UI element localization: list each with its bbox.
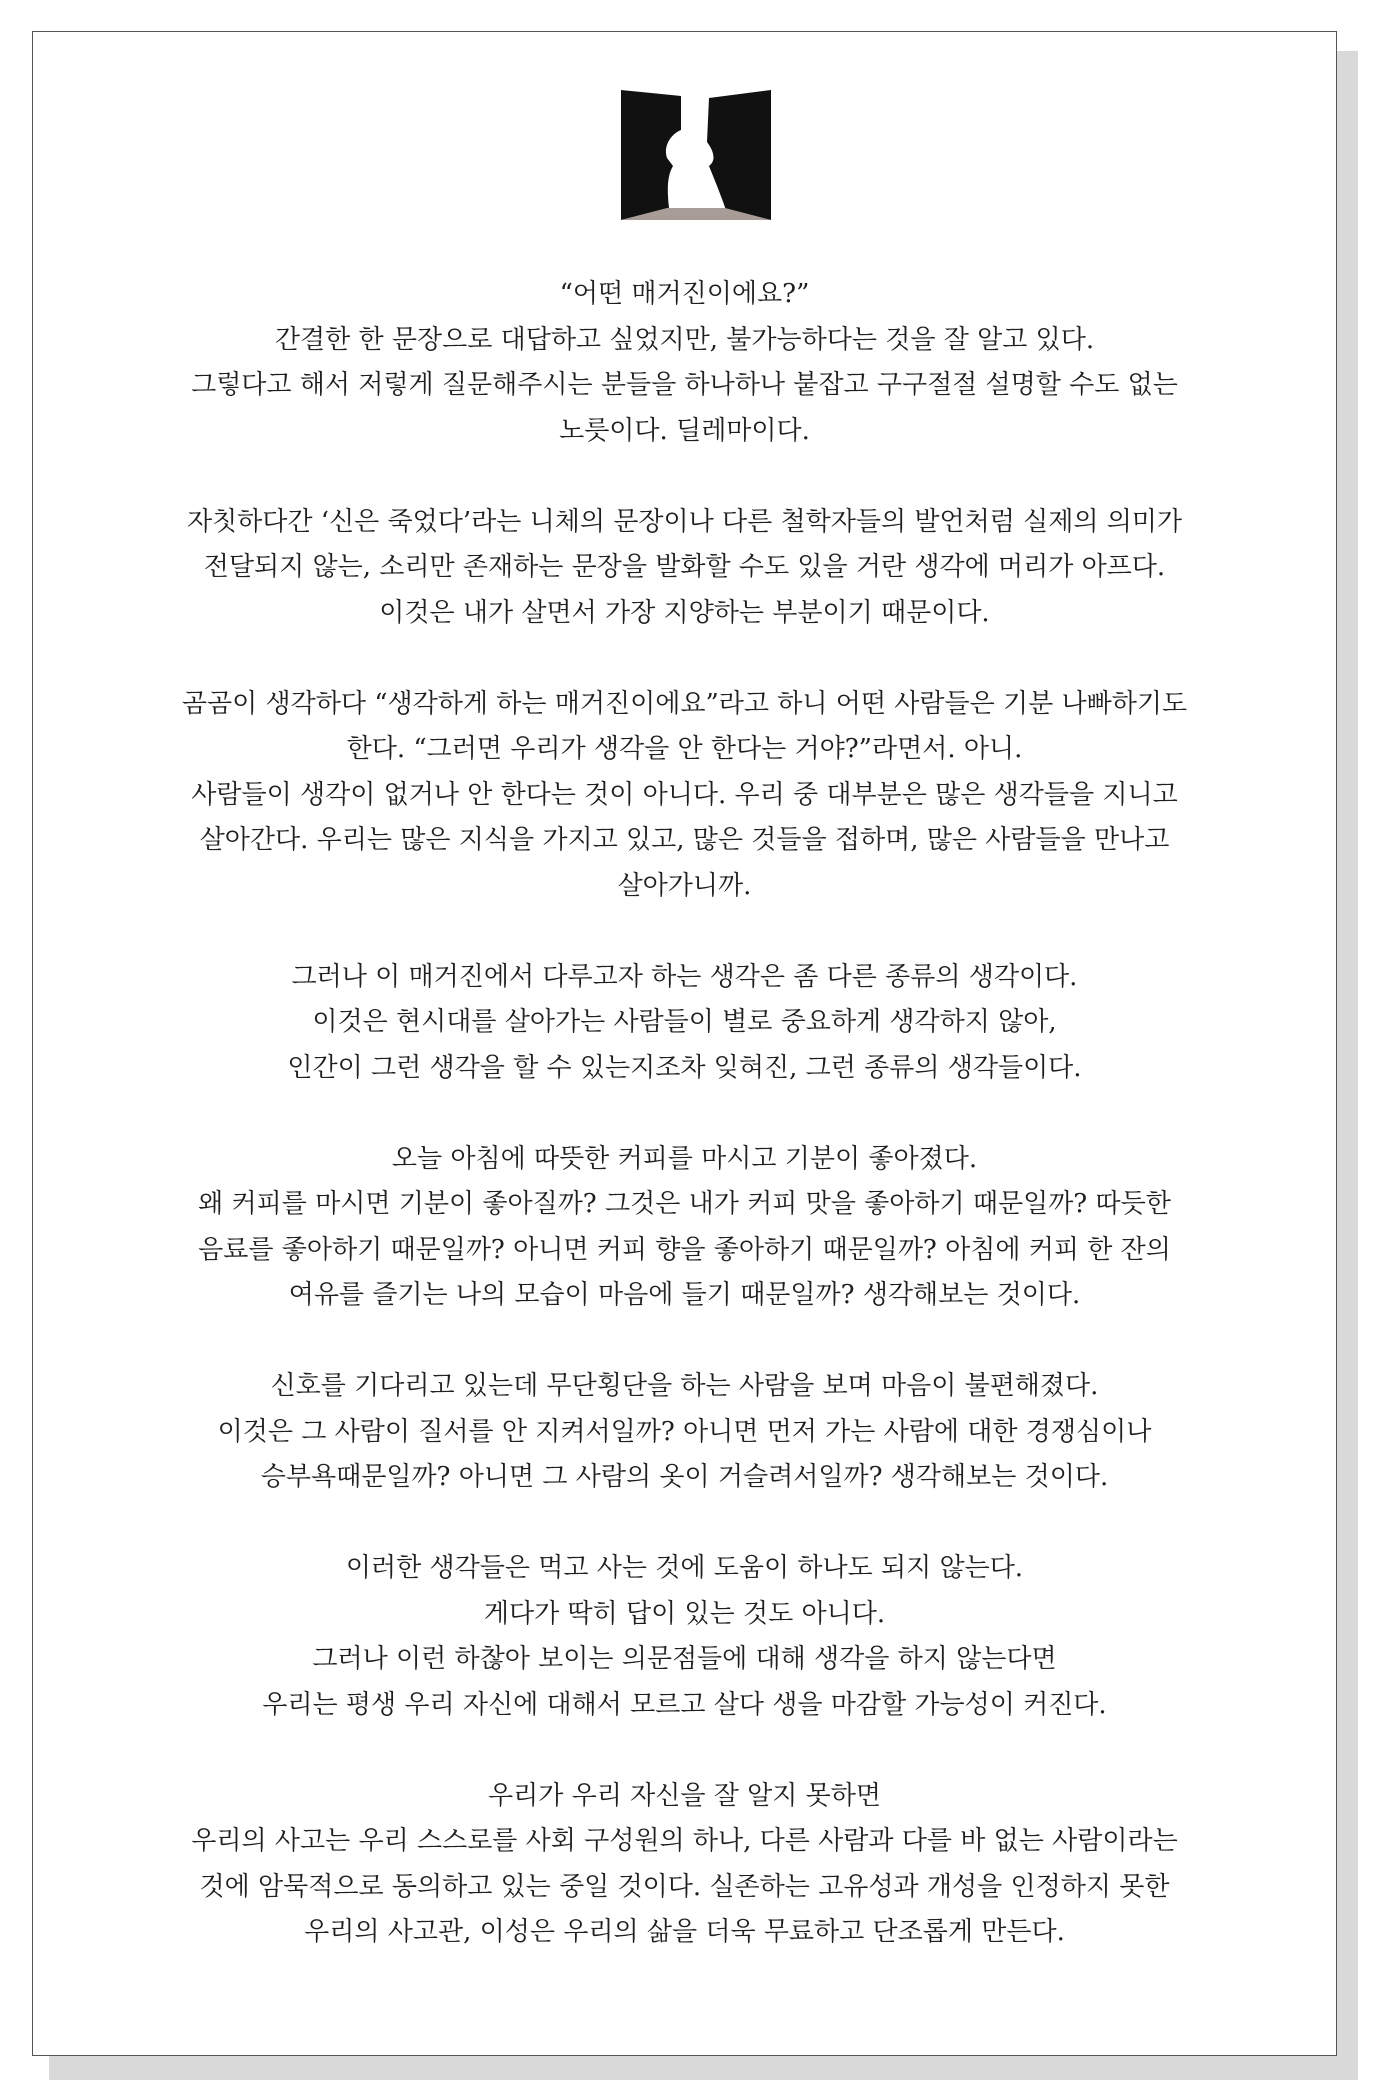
article-body [33,272,1336,1956]
text-line: 전달되지 않는, 소리만 존재하는 문장을 발화할 수도 있을 거란 생각에 머리가 아프다. [203,552,1166,582]
text-line: 우리의 사고관, 이성은 우리의 삶을 더욱 무료하고 단조롭게 만든다. [304,1917,1065,1947]
paragraph-3 [33,682,1336,910]
logo-right-panel [707,90,771,220]
text-line: 우리는 평생 우리 자신에 대해서 모르고 살다 생을 마감할 가능성이 커진다. [262,1689,1107,1720]
text-line: 여유를 즐기는 나의 모습이 마음에 들기 때문일까? 생각해보는 것이다. [288,1280,1081,1310]
text-line: 이것은 그 사람이 질서를 안 지켜서일까? 아니면 먼저 가는 사람에 대한 경쟁심이나 [217,1416,1152,1447]
paragraph-8 [33,1774,1336,1956]
text-line: 이것은 현시대를 살아가는 사람들이 별로 중요하게 생각하지 않아, [312,1007,1057,1037]
text-line: 왜 커피를 마시면 기분이 좋아질까? 그것은 내가 커피 맛을 좋아하기 때문일까? 따듯한 [198,1189,1171,1219]
text-line: 살아가니까. [617,870,752,901]
paragraph-6 [33,1364,1336,1501]
text-line: 우리의 사고는 우리 스스로를 사회 구성원의 하나, 다른 사람과 다를 바 없는 사람이라는 [191,1826,1178,1856]
text-line: 신호를 기다리고 있는데 무단횡단을 하는 사람을 보며 마음이 불편해졌다. [270,1371,1099,1401]
text-line: 인간이 그런 생각을 할 수 있는지조차 잊혀진, 그런 종류의 생각들이다. [287,1052,1082,1083]
paragraph-1 [33,272,1336,454]
logo-left-panel [621,90,681,220]
document-page [32,31,1337,2056]
text-line: 사람들이 생각이 없거나 안 한다는 것이 아니다. 우리 중 대부분은 많은 생각들을 지니고 [191,779,1178,810]
text-line: 그러나 이런 하찮아 보이는 의문점들에 대해 생각을 하지 않는다면 [312,1644,1057,1674]
text-line: 한다. “그러면 우리가 생각을 안 한다는 거야?”라면서. 아니. [346,734,1023,764]
text-line: 음료를 좋아하기 때문일까? 아니면 커피 향을 좋아하기 때문일까? 아침에 커피 한 잔의 [198,1234,1171,1265]
paragraph-7 [33,1546,1336,1728]
text-line: 자칫하다간 ‘신은 죽었다’라는 니체의 문장이나 다른 철학자들의 발언처럼 실제의 의미가 [186,506,1183,537]
text-line: 노릇이다. 딜레마이다. [559,415,810,446]
text-line: 그렇다고 해서 저렇게 질문해주시는 분들을 하나하나 붙잡고 구구절절 설명할 수도 없는 [191,370,1178,400]
text-line: 것에 암묵적으로 동의하고 있는 중일 것이다. 실존하는 고유성과 개성을 인정하지 못한 [199,1871,1170,1902]
text-line: 승부욕때문일까? 아니면 그 사람의 옷이 거슬려서일까? 생각해보는 것이다. [260,1462,1109,1492]
black-door-silhouette-logo-icon [621,90,771,220]
text-line: “어떤 매거진이에요?” [559,279,810,309]
text-line: 이것은 내가 살면서 가장 지양하는 부분이기 때문이다. [379,597,990,628]
text-line: 게다가 딱히 답이 있는 것도 아니다. [483,1598,886,1629]
text-line: 곰곰이 생각하다 “생각하게 하는 매거진이에요”라고 하니 어떤 사람들은 기분 나빠하기도 [181,688,1188,719]
text-line: 간결한 한 문장으로 대답하고 싶었지만, 불가능하다는 것을 잘 알고 있다. [274,324,1095,355]
text-line: 살아간다. 우리는 많은 지식을 가지고 있고, 많은 것들을 접하며, 많은 사람들을 만나고 [199,825,1170,855]
paragraph-4 [33,955,1336,1092]
paragraph-2 [33,500,1336,637]
paragraph-5 [33,1137,1336,1319]
text-line: 이러한 생각들은 먹고 사는 것에 도움이 하나도 되지 않는다. [345,1553,1024,1583]
text-line: 우리가 우리 자신을 잘 알지 못하면 [488,1780,881,1811]
text-line: 그러나 이 매거진에서 다루고자 하는 생각은 좀 다른 종류의 생각이다. [291,961,1078,992]
text-line: 오늘 아침에 따뜻한 커피를 마시고 기분이 좋아졌다. [391,1143,978,1174]
